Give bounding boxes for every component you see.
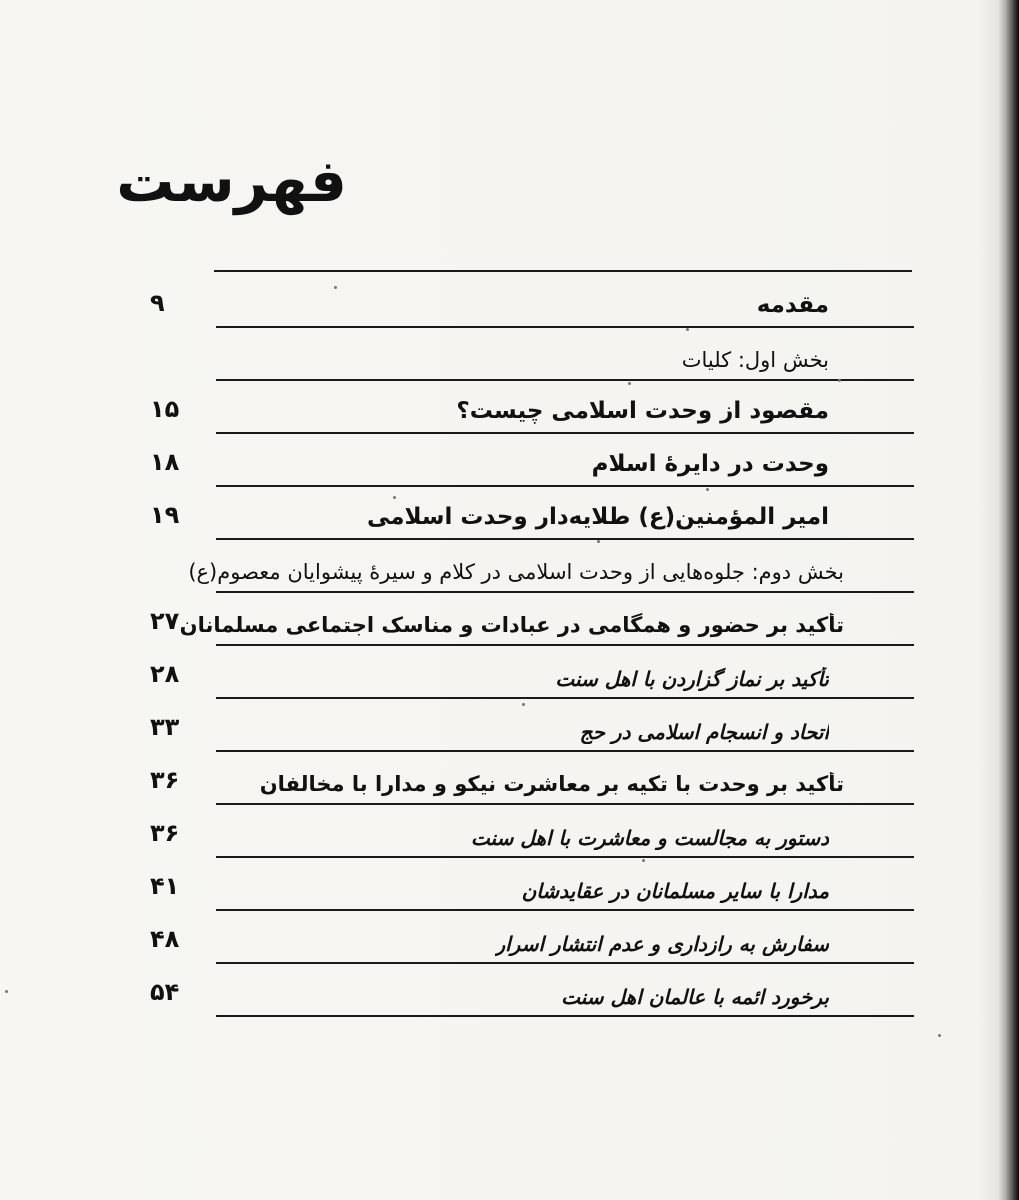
toc-entry-page: ۴۸: [150, 925, 180, 954]
toc-entry: [150, 278, 914, 328]
toc-entry-title: تأکید بر حضور و همگامی در عبادات و مناسک اجتماعی مسلمانان: [179, 612, 844, 637]
toc-entry-rule: [216, 485, 914, 487]
toc-entry-page: ۱۵: [150, 395, 180, 424]
scan-speck: [938, 1034, 941, 1037]
toc-entry-page: ۴۱: [150, 872, 180, 901]
toc-entry-rule: [216, 432, 914, 434]
toc-entry-title: تأکید بر نماز گزاردن با اهل سنت: [555, 667, 829, 691]
toc-entry-title: دستور به مجالست و معاشرت با اهل سنت: [470, 826, 829, 850]
toc-entry-title: مقصود از وحدت اسلامی چیست؟: [456, 398, 829, 425]
toc-entry-title: وحدت در دایرۀ اسلام: [591, 451, 829, 478]
toc-entry-rule: [216, 326, 914, 328]
toc-entry-page: ۳۶: [150, 819, 180, 848]
toc-entry-rule: [216, 856, 914, 858]
toc-entry-title: تأکید بر وحدت با تکیه بر معاشرت نیکو و مدارا با مخالفان: [259, 771, 844, 796]
toc-part-heading: [150, 331, 914, 381]
scan-speck: [628, 382, 631, 385]
toc-entry: [150, 596, 914, 646]
scan-speck: [393, 496, 396, 499]
toc-entry-rule: [216, 379, 914, 381]
scan-speck: [706, 488, 709, 491]
toc-subentry: [150, 914, 914, 964]
toc-entry-rule: [216, 591, 914, 593]
toc-part-heading: [150, 543, 914, 593]
page-title: فهرست: [116, 147, 347, 215]
toc-entry-rule: [216, 1015, 914, 1017]
toc-entry-page: ۹: [150, 289, 165, 318]
toc-subentry: [150, 861, 914, 911]
toc-entry-title: سفارش به رازداری و عدم انتشار اسرار: [495, 932, 829, 956]
toc-entry-title: بخش اول: کلیات: [681, 347, 829, 372]
toc-entry: [150, 437, 914, 487]
toc-entry-rule: [216, 750, 914, 752]
toc-entry-rule: [216, 909, 914, 911]
toc-subentry: [150, 649, 914, 699]
toc-subentry: [150, 967, 914, 1017]
toc-entry-page: ۳۳: [150, 713, 180, 742]
toc-subentry: [150, 808, 914, 858]
toc-entry: [150, 755, 914, 805]
toc-entry-rule: [216, 538, 914, 540]
toc-entry-page: ۲۷: [150, 607, 180, 636]
toc-entry-title: مقدمه: [756, 292, 829, 319]
toc-entry-page: ۳۶: [150, 766, 180, 795]
scan-speck: [334, 286, 337, 289]
scan-speck: [597, 540, 600, 543]
toc-entry-title: بخش دوم: جلوه‌هایی از وحدت اسلامی در کلام و سیرۀ پیشوایان معصوم(ع): [188, 559, 844, 584]
toc-entry-title: برخورد ائمه با عالمان اهل سنت: [561, 985, 829, 1009]
scan-speck: [5, 990, 8, 993]
scan-speck: [686, 328, 689, 331]
toc-entry: [150, 384, 914, 434]
scan-speck: [522, 703, 525, 706]
toc-subentry: [150, 702, 914, 752]
toc-entry-rule: [216, 697, 914, 699]
toc-entry-page: ۱۸: [150, 448, 180, 477]
toc-entry-title: اتحاد و انسجام اسلامی در حج: [579, 720, 829, 744]
toc-entry-rule: [216, 644, 914, 646]
toc-entry-rule: [216, 803, 914, 805]
toc-entry-page: ۲۸: [150, 660, 180, 689]
toc-entry-page: ۵۴: [150, 978, 180, 1007]
toc-entry-rule: [216, 962, 914, 964]
toc-entry: [150, 490, 914, 540]
scan-speck: [642, 859, 645, 862]
toc-entry-page: ۱۹: [150, 501, 180, 530]
scan-speck: [838, 379, 841, 382]
toc-entry-title: امیر المؤمنین(ع) طلایه‌دار وحدت اسلامی: [366, 504, 829, 531]
toc-entry-title: مدارا با سایر مسلمانان در عقایدشان: [521, 879, 829, 903]
